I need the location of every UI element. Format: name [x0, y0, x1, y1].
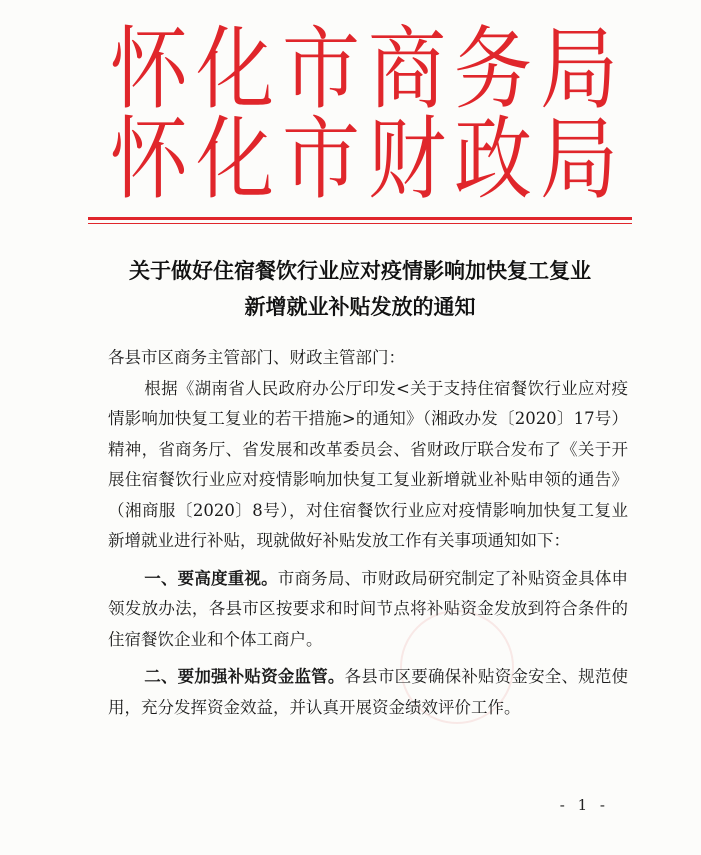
- letterhead: [110, 18, 627, 212]
- item-2-heading: 二、要加强补贴资金监管。: [144, 667, 345, 686]
- item-2-paragraph: [108, 662, 628, 723]
- paragraph-basis: 根据《湖南省人民政府办公厅印发<关于支持住宿餐饮行业应对疫情影响加快复工复业的若干措施>的通知》（湘政办发〔2020〕17号）精神，省商务厅、省发展和改革委员会、省财政厅联合发布了《关于开展住宿餐饮行业应对疫情影响加快复工复业新增就业补贴申领的通告》（湘商服〔2020〕8号），对住宿餐饮行业应对疫情影响加快复工复业新增就业进行补贴，现就做好补贴发放工作有关事项通知如下：: [108, 378, 628, 550]
- document-body: [108, 343, 628, 723]
- letterhead-red-rule: [88, 217, 632, 220]
- item-1-heading: 一、要高度重视。: [144, 568, 278, 588]
- salutation: 各县市区商务主管部门、财政主管部门：: [108, 348, 405, 367]
- document-title: [60, 253, 660, 325]
- letterhead-red-rule-thin: [88, 223, 632, 224]
- item-1-paragraph: [108, 564, 628, 656]
- document-title-line-2: 新增就业补贴发放的通知: [244, 294, 476, 319]
- item-2-text: 各县市区要确保补贴资金安全、规范使用，充分发挥资金效益，并认真开展资金绩效评价工作。: [108, 667, 629, 717]
- letterhead-line-commerce-bureau: 怀化市商务局: [110, 18, 627, 122]
- letterhead-line-finance-bureau: 怀化市财政局: [110, 108, 627, 212]
- page-number: - 1 -: [559, 796, 609, 814]
- document-title-line-1: 关于做好住宿餐饮行业应对疫情影响加快复工复业: [129, 258, 591, 283]
- item-1-text: 市商务局、市财政局研究制定了补贴资金具体申领发放办法，各县市区按要求和时间节点将补贴资金发放到符合条件的住宿餐饮企业和个体工商户。: [108, 568, 629, 649]
